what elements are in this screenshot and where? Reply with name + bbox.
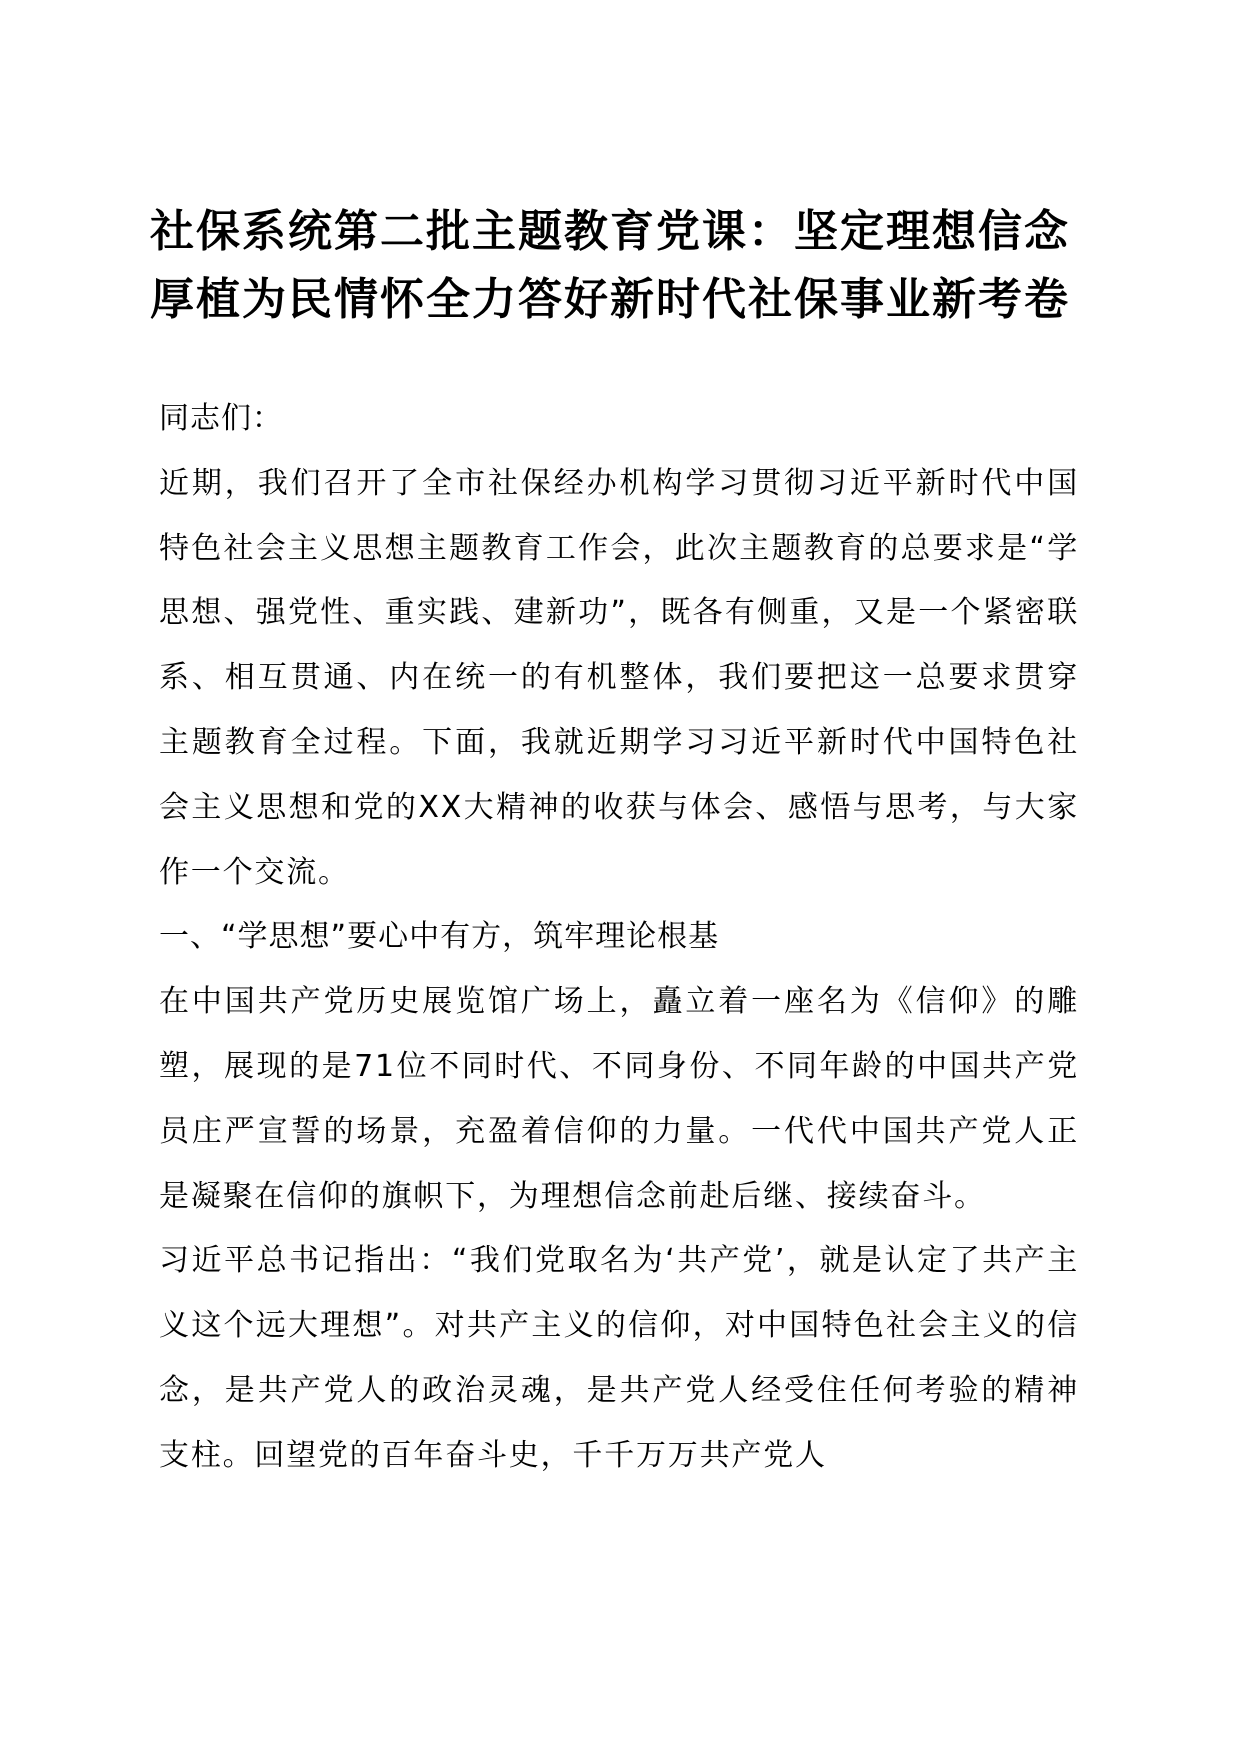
section-heading: 一、“学思想”要心中有方，筑牢理论根基 xyxy=(159,919,720,955)
paragraph-intro: 近期，我们召开了全市社保经办机构学习贯彻习近平新时代中国特色社会主义思想主题教育工作会，此次主题教育的总要求是“学思想、强党性、重实践、建新功”，既各有侧重，又是一个紧密联系、相互贯通、内在统一的有机整体，我们要把这一总要求贯穿主题教育全过程。下面，我就近期学习习近平新时代中国特色社会主义思想和党的XX大精神的收获与体会、感悟与思考，与大家作一个交流。 xyxy=(159,465,1079,890)
paragraph-sculpture: 在中国共产党历史展览馆广场上，矗立着一座名为《信仰》的雕塑，展现的是71位不同时代、不同身份、不同年龄的中国共产党员庄严宣誓的场景，充盈着信仰的力量。一代代中国共产党人正是凝聚在信仰的旗帜下，为理想信念前赴后继、接续奋斗。 xyxy=(159,984,1079,1214)
paragraph-quote: 习近平总书记指出：“我们党取名为‘共产党’，就是认定了共产主义这个远大理想”。对共产主义的信仰，对中国特色社会主义的信念，是共产党人的政治灵魂，是共产党人经受住任何考验的精神支柱。回望党的百年奋斗史，千千万万共产党人 xyxy=(159,1243,1079,1473)
document-title xyxy=(150,198,1090,334)
title-line-2: 厚植为民情怀全力答好新时代社保事业新考卷 xyxy=(150,274,1070,325)
title-line-1: 社保系统第二批主题教育党课：坚定理想信念 xyxy=(150,206,1070,257)
salutation: 同志们： xyxy=(159,401,283,436)
document-body xyxy=(159,387,1079,1489)
